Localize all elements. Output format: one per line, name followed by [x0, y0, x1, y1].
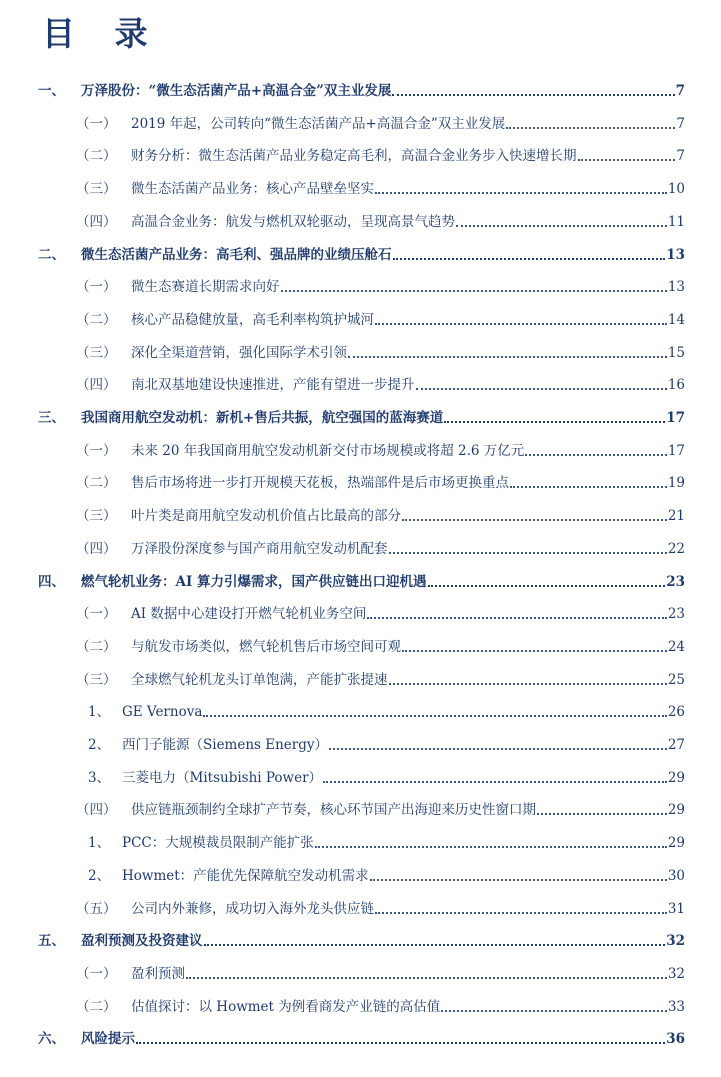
toc-entry-title: PCC：大规模裁员限制产能扩张 — [122, 835, 314, 852]
toc-dot-leader — [389, 683, 667, 685]
toc-entry-page: 25 — [667, 671, 685, 688]
toc-entry-page: 29 — [667, 769, 685, 786]
toc-dot-leader — [329, 748, 667, 750]
toc-entry-title: 我国商用航空发动机：新机+售后共振，航空强国的蓝海赛道 — [81, 410, 444, 426]
toc-entry-number: 二、 — [38, 246, 65, 263]
toc-dot-leader — [441, 1010, 667, 1012]
toc-entry[interactable] — [0, 831, 721, 853]
toc-entry[interactable] — [0, 602, 721, 624]
toc-entry[interactable] — [0, 243, 721, 265]
toc-entry-number: （三） — [76, 344, 117, 361]
toc-entry-number: （一） — [76, 115, 117, 132]
toc-entry-title: 全球燃气轮机龙头订单饱满，产能扩张提速 — [131, 671, 388, 688]
toc-entry-title: 万泽股份：“微生态活菌产品+高温合金”双主业发展 — [81, 83, 392, 99]
toc-entry-page: 7 — [676, 115, 685, 132]
toc-entry-title: Howmet：产能优先保障航空发动机需求 — [122, 867, 369, 884]
toc-entry[interactable] — [0, 537, 721, 559]
toc-entry-page: 10 — [667, 181, 685, 198]
toc-entry-title: 微生态活菌产品业务：高毛利、强品牌的业绩压舱石 — [81, 246, 392, 263]
toc-entry-page: 15 — [667, 344, 685, 361]
toc-entry[interactable] — [0, 798, 721, 820]
toc-dot-leader — [428, 585, 666, 587]
toc-entry-number: 3、 — [88, 769, 111, 786]
toc-entry-page: 13 — [667, 279, 685, 296]
toc-entry-number: （二） — [76, 311, 117, 328]
toc-entry[interactable] — [0, 733, 721, 755]
toc-entry-number: 1、 — [88, 835, 111, 852]
toc-entry-number: （一） — [76, 442, 117, 459]
toc-entry-number: （四） — [76, 802, 117, 819]
toc-entry-title: 供应链瓶颈制约全球扩产节奏，核心环节国产出海迎来历史性窗口期 — [131, 802, 536, 819]
toc-entry-title: 南北双基地建设快速推进，产能有望进一步提升 — [131, 377, 415, 394]
toc-dot-leader — [348, 356, 667, 358]
toc-entry-title: 微生态活菌产品业务：核心产品壁垒坚实 — [131, 181, 374, 198]
toc-entry-page: 27 — [667, 737, 685, 753]
toc-entry-page: 32 — [666, 933, 685, 950]
toc-entry-title: 财务分析：微生态活菌产品业务稳定高毛利，高温合金业务步入快速增长期 — [131, 148, 577, 165]
toc-entry[interactable] — [0, 341, 721, 363]
toc-entry-title: 与航发市场类似，燃气轮机售后市场空间可观 — [131, 638, 401, 655]
toc-entry-number: （五） — [76, 900, 117, 917]
toc-entry-title: 盈利预测及投资建议 — [81, 933, 203, 950]
toc-entry[interactable] — [0, 897, 721, 919]
toc-entry-page: 17 — [667, 442, 685, 459]
toc-dot-leader — [375, 192, 667, 194]
toc-dot-leader — [375, 912, 667, 914]
toc-entry-page: 14 — [667, 311, 685, 328]
toc-entry-page: 29 — [667, 802, 685, 819]
toc-entry-number: （一） — [76, 965, 117, 982]
toc-entry-title: 盈利预测 — [131, 965, 185, 982]
toc-dot-leader — [367, 617, 666, 619]
toc-entry[interactable] — [0, 668, 721, 690]
toc-entry[interactable] — [0, 864, 721, 886]
toc-entry-page: 11 — [667, 213, 685, 230]
toc-entry-title: 燃气轮机业务：AI 算力引爆需求，国产供应链出口迎机遇 — [81, 573, 427, 590]
toc-dot-leader — [281, 290, 667, 292]
toc-entry-title: 万泽股份深度参与国产商用航空发动机配套 — [131, 540, 388, 557]
toc-entry-page: 31 — [667, 900, 685, 917]
toc-entry-number: 一、 — [38, 83, 65, 99]
toc-dot-leader — [402, 650, 667, 652]
toc-entry-title: 2019 年起，公司转向“微生态活菌产品+高温合金”双主业发展 — [131, 115, 506, 132]
toc-entry-number: 2、 — [88, 737, 111, 753]
toc-entry-number: （四） — [76, 540, 117, 557]
toc-entry-page: 7 — [675, 83, 685, 99]
toc-entry-page: 13 — [666, 246, 685, 263]
toc-entry-number: 三、 — [38, 410, 65, 426]
toc-entry-title: 售后市场将进一步打开规模天花板，热端部件是后市场更换重点 — [131, 475, 509, 492]
toc-entry-number: 1、 — [88, 704, 111, 721]
toc-entry-title: 未来 20 年我国商用航空发动机新交付市场规模或将超 2.6 万亿元 — [131, 442, 525, 459]
toc-entry[interactable] — [0, 1027, 721, 1049]
toc-entry-page: 19 — [667, 475, 685, 492]
toc-dot-leader — [506, 127, 675, 129]
toc-entry-title: 公司内外兼修，成功切入海外龙头供应链 — [131, 900, 374, 917]
toc-dot-leader — [444, 421, 665, 423]
page-title: 目 录 — [42, 14, 162, 53]
toc-entry[interactable] — [0, 439, 721, 461]
toc-dot-leader — [393, 258, 666, 260]
toc-entry-number: （三） — [76, 671, 117, 688]
toc-entry-title: 风险提示 — [81, 1031, 135, 1048]
toc-entry[interactable] — [0, 929, 721, 951]
toc-entry-number: （二） — [76, 638, 117, 655]
toc-entry-title: 西门子能源（Siemens Energy） — [122, 737, 329, 753]
toc-dot-leader — [510, 486, 667, 488]
toc-entry-page: 22 — [667, 540, 685, 557]
toc-dot-leader — [537, 813, 667, 815]
toc-entry[interactable] — [0, 275, 721, 297]
toc-dot-leader — [315, 846, 667, 848]
toc-entry-number: （一） — [76, 279, 117, 296]
toc-entry[interactable] — [0, 144, 721, 166]
toc-entry-number: 五、 — [38, 933, 65, 950]
toc-dot-leader — [578, 159, 676, 161]
toc-dot-leader — [370, 879, 667, 881]
toc-dot-leader — [323, 781, 667, 783]
toc-dot-leader — [204, 944, 666, 946]
toc-dot-leader — [389, 552, 667, 554]
toc-entry-number: （三） — [76, 181, 117, 198]
toc-entry-page: 7 — [676, 148, 685, 165]
toc-entry[interactable] — [0, 112, 721, 134]
toc-entry-number: （二） — [76, 475, 117, 492]
toc-entry[interactable] — [0, 635, 721, 657]
toc-entry[interactable] — [0, 79, 721, 101]
toc-entry-number: （二） — [76, 148, 117, 165]
toc-entry-title: 微生态赛道长期需求向好 — [131, 279, 280, 296]
toc-entry-title: 核心产品稳健放量，高毛利率构筑护城河 — [131, 311, 374, 328]
toc-entry-number: 四、 — [38, 573, 65, 590]
toc-entry[interactable] — [0, 406, 721, 428]
toc-entry[interactable] — [0, 700, 721, 722]
toc-entry-number: 六、 — [38, 1031, 65, 1048]
toc-entry-page: 32 — [667, 965, 685, 982]
toc-entry[interactable] — [0, 308, 721, 330]
toc-dot-leader — [456, 225, 667, 227]
toc-entry-page: 29 — [667, 835, 685, 852]
toc-entry-page: 23 — [667, 606, 685, 623]
toc-dot-leader — [402, 519, 667, 521]
toc-entry-page: 24 — [667, 638, 685, 655]
toc-entry-page: 16 — [667, 377, 685, 394]
toc-entry[interactable] — [0, 995, 721, 1017]
toc-dot-leader — [375, 323, 667, 325]
toc-entry-page: 17 — [666, 410, 685, 426]
toc-entry-title: 估值探讨：以 Howmet 为例看商发产业链的高估值 — [131, 998, 441, 1015]
toc-dot-leader — [525, 454, 667, 456]
toc-entry-title: AI 数据中心建设打开燃气轮机业务空间 — [131, 606, 367, 623]
toc-entry-number: （四） — [76, 213, 117, 230]
toc-dot-leader — [186, 977, 667, 979]
toc-entry-title: 叶片类是商用航空发动机价值占比最高的部分 — [131, 508, 401, 525]
toc-dot-leader — [203, 715, 666, 717]
toc-entry-number: 2、 — [88, 867, 111, 884]
toc-entry-title: 高温合金业务：航发与燃机双轮驱动，呈现高景气趋势 — [131, 213, 455, 230]
toc-entry[interactable] — [0, 177, 721, 199]
toc-entry[interactable] — [0, 373, 721, 395]
toc-entry-number: （一） — [76, 606, 117, 623]
toc-entry[interactable] — [0, 471, 721, 493]
toc-entry-title: GE Vernova — [122, 704, 203, 721]
toc-entry[interactable] — [0, 962, 721, 984]
toc-entry-page: 30 — [667, 867, 685, 884]
toc-entry-title: 深化全渠道营销，强化国际学术引领 — [131, 344, 347, 361]
toc-entry-number: （三） — [76, 508, 117, 525]
toc-entry[interactable] — [0, 570, 721, 592]
toc-dot-leader — [392, 94, 674, 96]
toc-dot-leader — [136, 1042, 665, 1044]
toc-entry-title: 三菱电力（Mitsubishi Power） — [122, 769, 323, 786]
toc-entry-page: 21 — [667, 508, 685, 525]
toc-entry-number: （四） — [76, 377, 117, 394]
toc-entry-page: 36 — [666, 1031, 685, 1048]
toc-dot-leader — [416, 388, 667, 390]
toc-entry-number: （二） — [76, 998, 117, 1015]
toc-entry-page: 23 — [666, 573, 685, 590]
toc-entry[interactable] — [0, 504, 721, 526]
toc-entry[interactable] — [0, 766, 721, 788]
toc-entry-page: 26 — [667, 704, 685, 721]
toc-entry[interactable] — [0, 210, 721, 232]
toc-entry-page: 33 — [667, 998, 685, 1015]
